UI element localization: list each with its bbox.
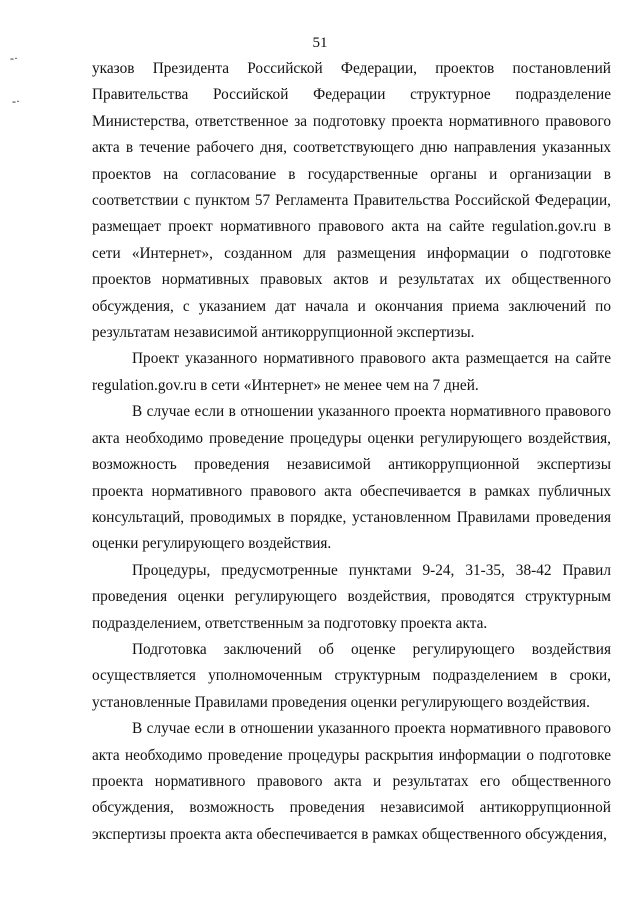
- document-body: [92, 56, 611, 848]
- paragraph: Процедуры, предусмотренные пунктами 9-24, 31-35, 38-42 Правил проведения оценки регулирующего воздействия, проводятся структурным подразделением, ответственным за подготовку проекта акта.: [92, 561, 611, 632]
- page-number: 51: [312, 35, 328, 51]
- paragraph: Подготовка заключений об оценке регулирующего воздействия осуществляется уполномоченным структурным подразделением в сроки, установленные Правилами проведения оценки регулирующего воздействия.: [92, 640, 611, 711]
- margin-mark: -·: [10, 51, 18, 65]
- paragraph-continuation: указов Президента Российской Федерации, проектов постановлений Правительства Российской Федерации структурное подразделение Министерства, ответственное за подготовку проекта нормативного правового акта в течение рабочего дня, соответствующего дню направления указанных проектов на согласование в государственные органы и организации в соответствии с пунктом 57 Регламента Правительства Российской Федерации, размещает проект нормативного правового акта на сайте regulation.gov.ru в сети «Интернет», созданном для размещения информации о подготовке проектов нормативных правовых актов и результатах их общественного обсуждения, с указанием дат начала и окончания приема заключений по результатам независимой антикоррупционной экспертизы.: [92, 60, 611, 342]
- paragraph: В случае если в отношении указанного проекта нормативного правового акта необходимо проведение процедуры раскрытия информации о подготовке проекта нормативного правового акта и результатах его общественного обсуждения, возможность проведения независимой антикоррупционной экспертизы проекта акта обеспечивается в рамках общественного обсуждения,: [92, 720, 611, 843]
- margin-mark: -·: [12, 94, 20, 108]
- paragraph: Проект указанного нормативного правового акта размещается на сайте regulation.gov.ru в сети «Интернет» не менее чем на 7 дней.: [92, 350, 611, 394]
- paragraph: В случае если в отношении указанного проекта нормативного правового акта необходимо проведение процедуры оценки регулирующего воздействия, возможность проведения независимой антикоррупционной экспертизы проекта нормативного правового акта обеспечивается в рамках публичных консультаций, проводимых в порядке, установленном Правилами проведения оценки регулирующего воздействия.: [92, 403, 611, 553]
